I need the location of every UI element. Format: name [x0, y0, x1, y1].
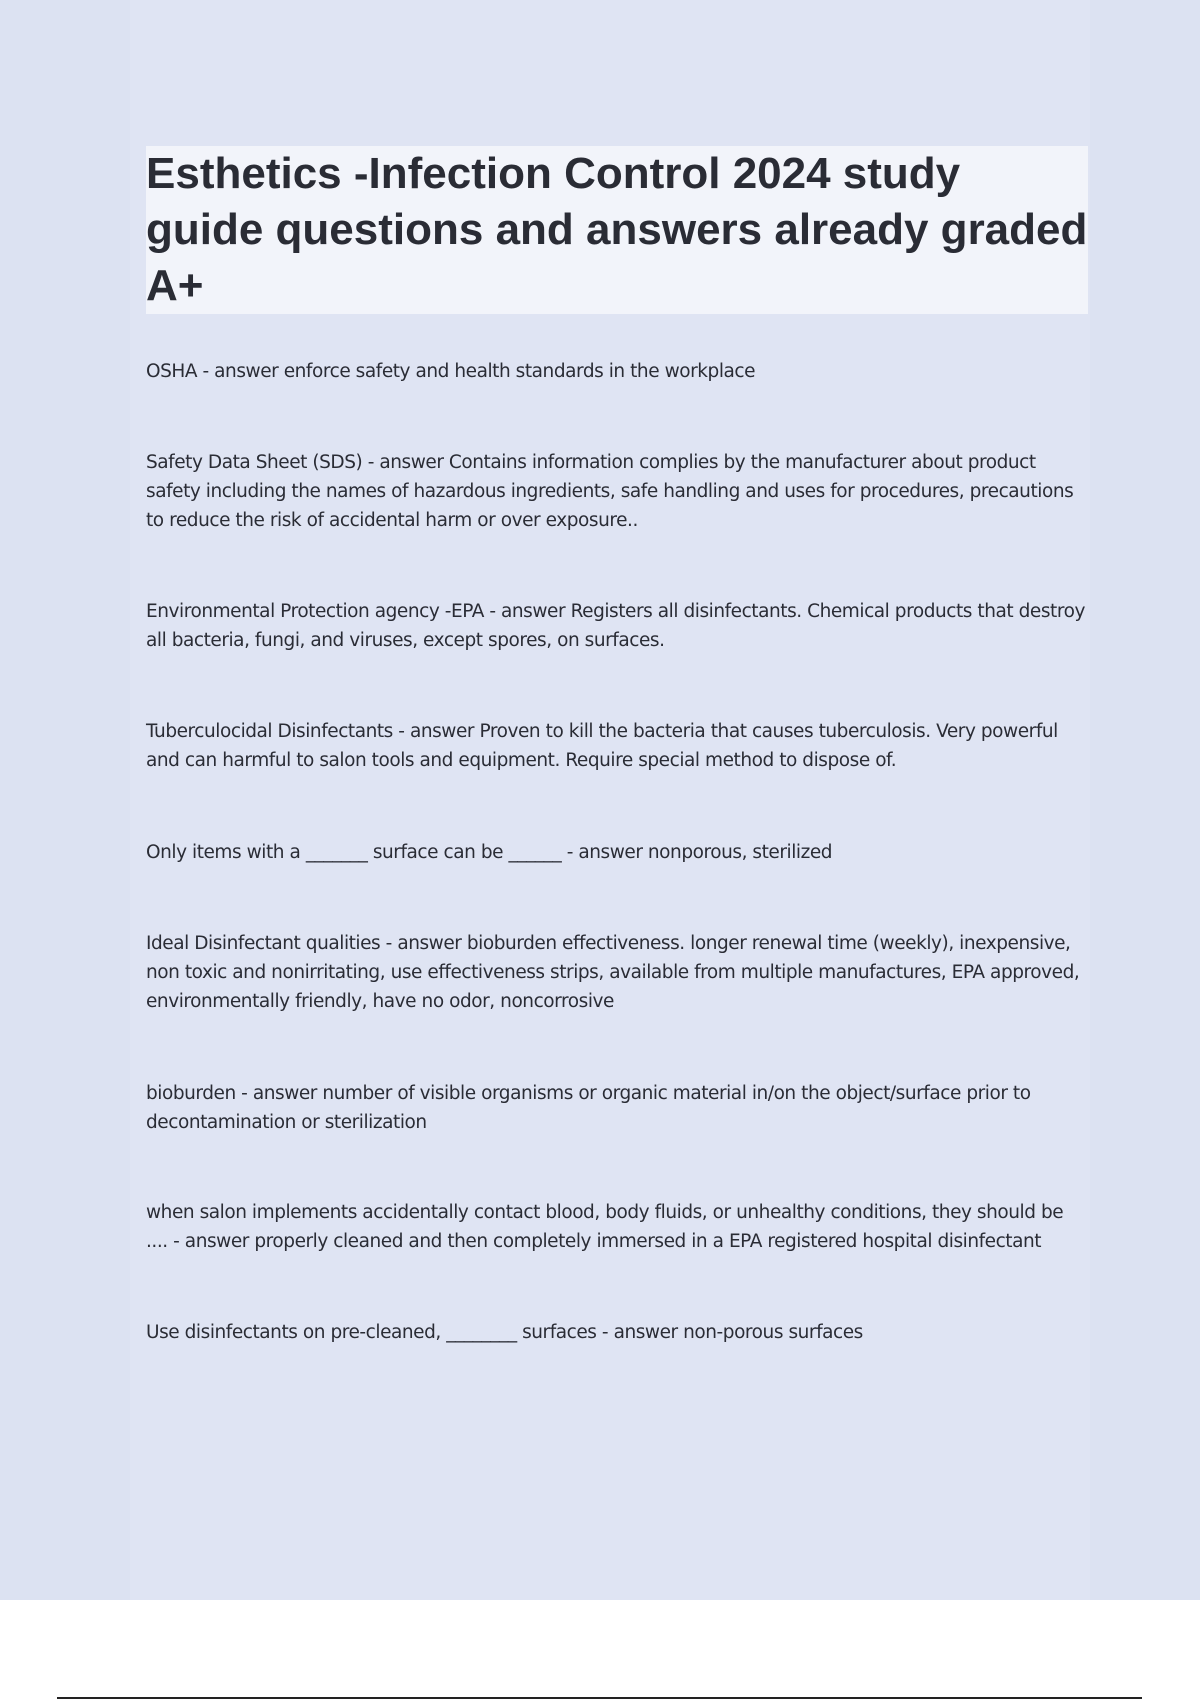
qa-item-nonporous: Only items with a _______ surface can be ______ - answer nonporous, sterilized: [146, 842, 833, 863]
qa-item-ideal-disinfectant: Ideal Disinfectant qualities - answer bioburden effectiveness. longer renewal time (weekly), inexpensive, non toxic and nonirritating, use effectiveness strips, available from multiple manufactures, EPA approved, environmentally friendly, have no odor, noncorrosive: [146, 933, 1080, 1012]
qa-item-salon-implements: when salon implements accidentally contact blood, body fluids, or unhealthy conditions, they should be .... - answer properly cleaned and then completely immersed in a EPA registered hospital disinfectant: [146, 1202, 1064, 1252]
qa-item-epa: Environmental Protection agency -EPA - answer Registers all disinfectants. Chemical products that destroy all bacteria, fungi, and viruses, except spores, on surfaces.: [146, 601, 1085, 651]
qa-item-pre-cleaned: Use disinfectants on pre-cleaned, ________ surfaces - answer non-porous surfaces: [146, 1322, 863, 1343]
qa-item-osha: OSHA - answer enforce safety and health standards in the workplace: [146, 361, 756, 382]
footer-divider: [57, 1697, 1142, 1699]
qa-item-bioburden: bioburden - answer number of visible organisms or organic material in/on the object/surface prior to decontamination or sterilization: [146, 1083, 1031, 1133]
qa-item-sds: Safety Data Sheet (SDS) - answer Contains information complies by the manufacturer about product safety including the names of hazardous ingredients, safe handling and uses for procedures, precautions to reduce the risk of accidental harm or over exposure..: [146, 452, 1074, 531]
title-block: [146, 146, 1088, 314]
qa-item-tuberculocidal: Tuberculocidal Disinfectants - answer Proven to kill the bacteria that causes tuberculosis. Very powerful and can harmful to salon tools and equipment. Require special method to dispose of.: [146, 721, 1058, 771]
document-title: Esthetics -Infection Control 2024 study guide questions and answers already graded A+: [146, 149, 1088, 310]
